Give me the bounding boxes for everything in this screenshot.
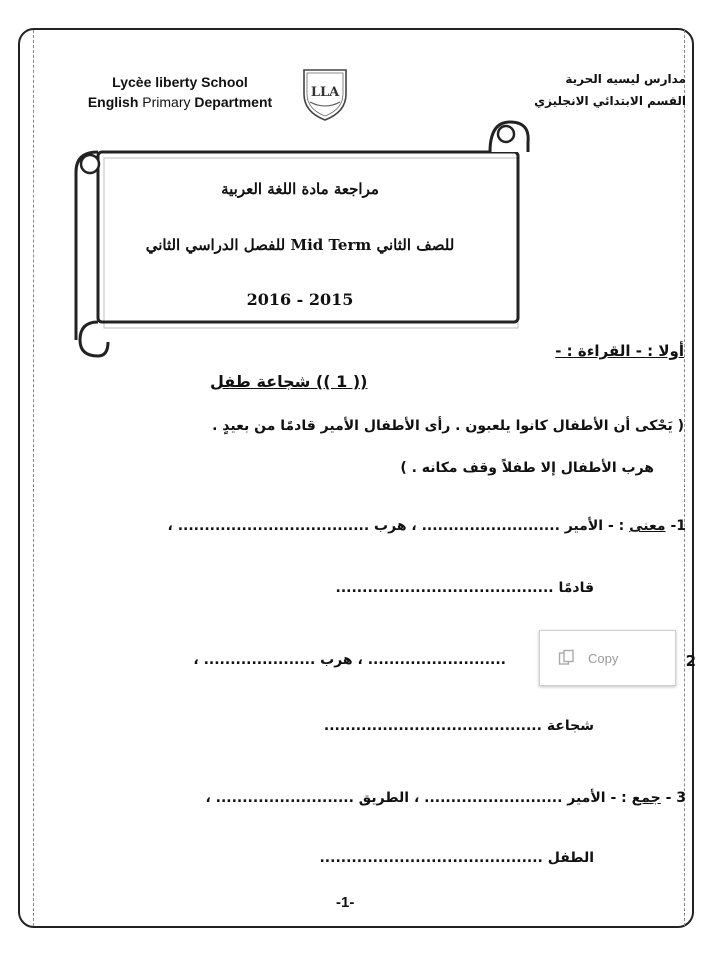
q3-label: جمع [631, 790, 661, 806]
dept-en-part3: Department [194, 94, 273, 110]
school-name-english: Lycèe liberty School [112, 74, 248, 90]
copy-popup-button[interactable] [539, 630, 676, 686]
school-header-arabic [486, 68, 686, 112]
banner-line-1: مراجعة مادة اللغة العربية [221, 180, 379, 198]
q3-text: : - الأمير .......................... ، الطريق .......................... ، [205, 790, 627, 806]
question-3 [205, 790, 686, 806]
copy-label: Copy [588, 650, 619, 666]
q1-label: معنى [629, 518, 666, 534]
q2-subline: شجاعة ......................................... [323, 718, 594, 734]
banner-line-3: 2016 - 2015 [246, 290, 354, 309]
copy-icon [558, 649, 576, 667]
story-title: (( 1 )) شجاعة طفل [210, 372, 368, 391]
section-title: أولا : - القراءة : - [555, 342, 684, 360]
question-1 [168, 518, 686, 534]
q1-text: : - الأمير .......................... ، هرب .................................... ، [167, 518, 625, 534]
dept-en-part1: English [87, 94, 139, 110]
school-header-english [60, 72, 300, 112]
dept-en-part2: Primary [138, 94, 195, 110]
q2-text: .......................... ، هرب ..................... ، [193, 652, 506, 668]
school-name-arabic: مدارس ليسيه الحرية [565, 72, 686, 86]
story-paragraph-1: ( يَحْكى أن الأطفال كانوا يلعبون . رأى الأطفال الأمير قادمًا من بعيدٍ . [212, 418, 684, 434]
q3-subline: الطفل .......................................... [319, 850, 594, 866]
page-number: -1- [336, 894, 355, 911]
q3-number: 3 - [665, 790, 686, 806]
story-paragraph-2: هرب الأطفال إلا طفلاً وقف مكانه . ) [400, 460, 654, 476]
logo-letters: LLA [310, 85, 340, 100]
left-dotted-rule [33, 30, 34, 926]
q1-subline: قادمًا ......................................... [335, 580, 594, 596]
q2-number: 2 [685, 652, 696, 670]
dept-arabic: القسم الابتدائي الانجليزي [534, 94, 686, 108]
q1-number: 1- [670, 518, 686, 534]
banner-line-2: للصف الثاني Mid Term للفصل الدراسي الثاني [145, 236, 455, 254]
